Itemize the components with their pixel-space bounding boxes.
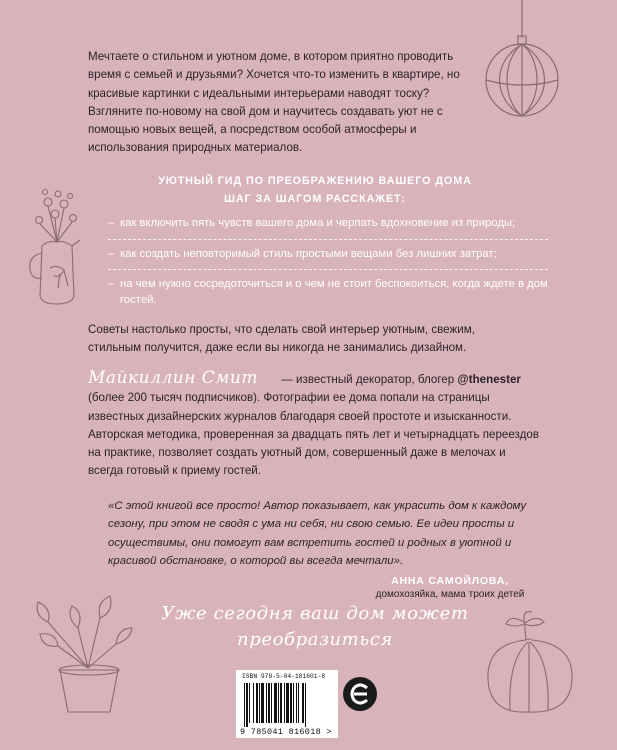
barcode-bar <box>256 683 258 723</box>
guide-bullet: – на чем нужно сосредоточиться и о чем не стоит беспокоиться, когда ждете в дом гостей. <box>108 277 548 315</box>
review-quote: «С этой книгой все просто! Автор показывает, как украсить дом к каждому сезону, при этом не сводя с ума ни себя, ни свою семью. Ее идеи просты и осуществимы, они помогут вам встретить гостей и родных в уютной и красивой обстановке, о которой вы всегда мечтали». <box>108 500 527 567</box>
barcode-digits: 9 785041 816018 > <box>240 727 332 737</box>
barcode-bars <box>244 683 330 727</box>
guide-heading <box>100 172 530 208</box>
pumpkin-icon <box>480 600 580 720</box>
author-bio <box>88 369 543 481</box>
guide-heading-line-1: УЮТНЫЙ ГИД ПО ПРЕОБРАЖЕНИЮ ВАШЕГО ДОМА <box>158 175 472 187</box>
barcode-bar <box>253 683 254 723</box>
barcode-bar <box>284 683 285 723</box>
guide-heading-line-2: ШАГ ЗА ШАГОМ РАССКАЖЕТ: <box>224 193 406 205</box>
publisher-logo-icon <box>342 676 378 712</box>
barcode-bar <box>278 683 279 723</box>
flower-jug-icon <box>20 178 95 308</box>
author-handle: @thenester <box>457 373 521 386</box>
barcode-bar <box>246 683 248 727</box>
guide-bullet: – как создать неповторимый стиль простыми вещами без лишних затрат; <box>108 247 548 271</box>
barcode-bar <box>305 683 306 727</box>
quote-attribution <box>350 574 550 602</box>
author-name: Майкиллин Смит <box>88 368 258 388</box>
barcode-bar <box>268 683 270 723</box>
barcode-bar <box>290 683 292 723</box>
isbn-text: ISBN 978-5-04-181601-8 <box>242 673 326 680</box>
author-bio-rest: (более 200 тысяч подписчиков). Фотографии ее дома попали на страницы известных дизайнерских журналов благодаря своей простоте и изысканности. Авторская методика, проверенная за двадцать пять лет и четырнадцать переездов на практике, позволяет создать уютный дом, совершенный даже в мелочах и всегда готовый к приему гостей. <box>88 391 539 478</box>
guide-bullet-list <box>108 216 548 322</box>
barcode-bar <box>259 683 260 723</box>
barcode-bar <box>261 683 264 723</box>
guide-bullet: – как включить пять чувств вашего дома и черпать вдохновение из природы; <box>108 216 548 240</box>
intro-paragraph: Мечтаете о стильном и уютном доме, в котором приятно проводить время с семьей и друзьями? Хочется что-то изменить в квартире, но красивые картинки с идеальными интерьерами наводят тоску? Взгляните по-новому на свой дом и научитесь создавать уют не с помощью новых вещей, а посредством особой атмосферы и использования природных материалов. <box>88 50 460 155</box>
author-bio-lead: — известный декоратор, блогер <box>278 373 458 386</box>
barcode <box>236 670 338 738</box>
barcode-bar <box>249 683 250 723</box>
barcode-bar <box>286 683 289 723</box>
quote-author-name: АННА САМОЙЛОВА, <box>391 575 509 587</box>
quote-author-role: домохозяйка, мама троих детей <box>375 589 525 600</box>
barcode-bar <box>293 683 294 723</box>
barcode-bar <box>244 683 245 727</box>
tagline: Уже сегодня ваш дом может преобразиться <box>161 603 469 650</box>
barcode-bar <box>296 683 297 723</box>
barcode-bar <box>280 683 282 723</box>
potted-plant-icon <box>18 588 138 718</box>
barcode-bar <box>274 683 277 723</box>
barcode-bar <box>266 683 267 723</box>
barcode-bar <box>302 683 304 723</box>
pendant-lamp-icon <box>472 0 572 130</box>
tips-paragraph: Советы настолько просты, что сделать свой интерьер уютным, свежим, стильным получится, даже если вы никогда не занимались дизайном. <box>88 323 475 355</box>
barcode-bar <box>298 683 299 723</box>
barcode-bar <box>271 683 272 723</box>
